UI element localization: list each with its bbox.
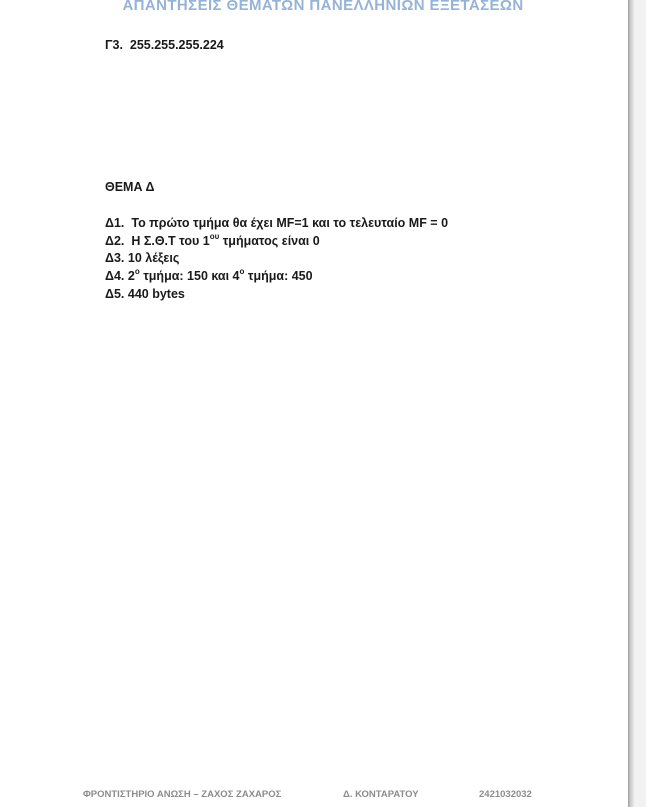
answer-d4-text-a: Δ4. 2 [105,269,135,283]
answer-d5: Δ5. 440 bytes [105,287,185,301]
answer-d4-superscript-1: ο [134,266,140,276]
footer-left: ΦΡΟΝΤΙΣΤΗΡΙΟ ΑΝΩΣΗ – ΖΑΧΟΣ ΖΑΧΑΡΟΣ [83,789,282,800]
page-header-title: ΑΠΑΝΤΗΣΕΙΣ ΘΕΜΑΤΩΝ ΠΑΝΕΛΛΗΝΙΩΝ ΕΞΕΤΑΣΕΩΝ [122,0,524,14]
answer-g3: Γ3. 255.255.255.224 [105,38,224,52]
answer-d4 [105,266,313,284]
footer-center: Δ. ΚΟΝΤΑΡΑΤΟΥ [343,789,419,800]
answer-d2-superscript: ου [209,231,220,241]
answer-d2 [105,231,320,249]
answer-d2-text: Δ2. Η Σ.Θ.Τ του 1 [105,234,210,248]
window-margin [634,0,646,807]
answer-d4-text-b: τμήμα: 150 και 4 [139,269,240,283]
answer-d3: Δ3. 10 λέξεις [105,251,180,265]
answer-d2-text-end: τμήματος είναι 0 [219,234,320,248]
answer-d4-text-c: τμήμα: 450 [244,269,313,283]
section-title-thema-d: ΘΕΜΑ Δ [105,180,155,194]
answer-d1: Δ1. Το πρώτο τμήμα θα έχει MF=1 και το τελευταίο MF = 0 [105,216,449,230]
answer-d4-superscript-2: ο [239,266,245,276]
footer-right: 2421032032 [479,789,532,800]
